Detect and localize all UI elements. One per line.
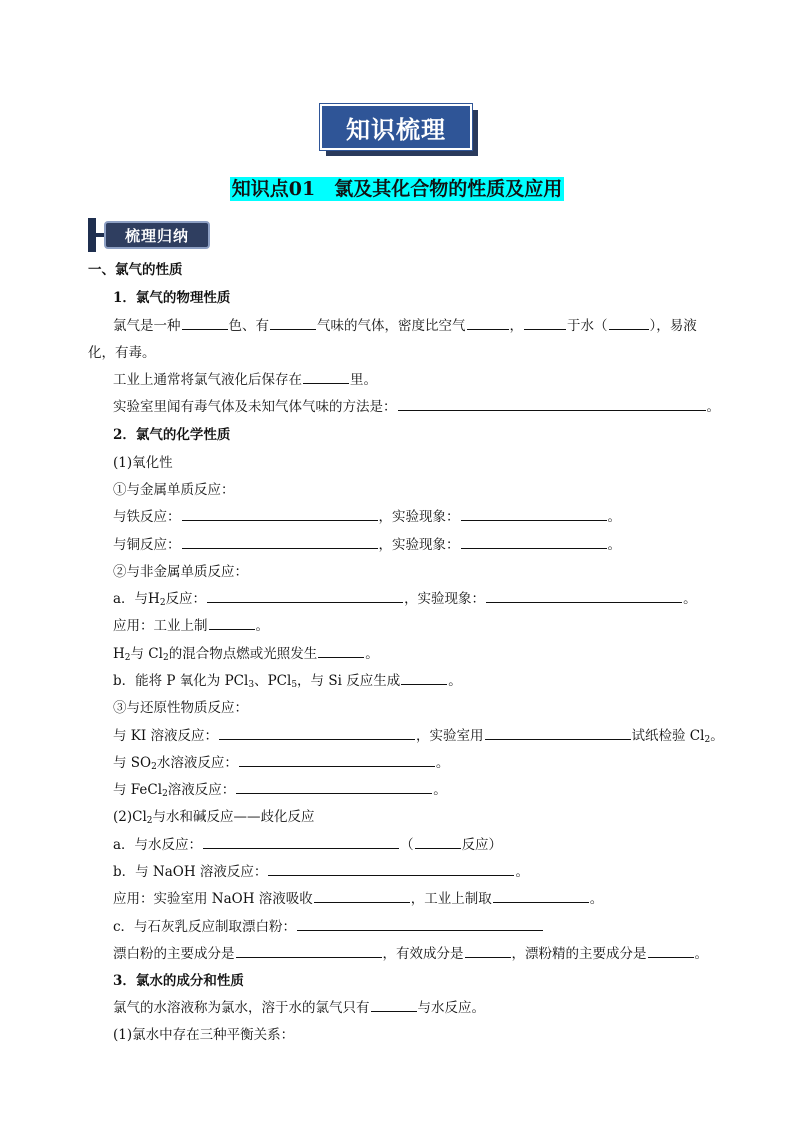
blank[interactable] [236, 945, 382, 958]
blank[interactable] [461, 508, 607, 521]
blank[interactable] [318, 645, 364, 658]
blank[interactable] [461, 536, 607, 549]
water-reaction-line: a．与水反应： （ 反应） [113, 837, 503, 853]
blank[interactable] [270, 317, 316, 330]
paragraph-physical-1-cont: 化，有毒。 [88, 345, 156, 361]
application-line-1: 应用：工业上制 。 [113, 618, 269, 634]
blank[interactable] [465, 945, 511, 958]
blank[interactable] [486, 590, 682, 603]
blank[interactable] [467, 317, 509, 330]
blank[interactable] [268, 863, 514, 876]
lime-reaction-line: c．与石灰乳反应制取漂白粉： [113, 918, 544, 936]
disproportionation-heading: $(2)Cl_2$与水和碱反应——歧化反应 [113, 809, 315, 826]
paragraph-smell-method: 实验室里闻有毒气体及未知气体气味的方法是： 。 [113, 399, 720, 415]
blank[interactable] [485, 727, 631, 740]
blank[interactable] [209, 617, 255, 630]
blank[interactable] [297, 918, 543, 931]
section-badge [88, 218, 210, 252]
paragraph-storage: 工业上通常将氯气液化后保存在 里。 [113, 372, 377, 388]
ki-reaction-line: 与 KI 溶液反应： ，实验室用 试纸检验 $Cl_2$。 [113, 728, 724, 745]
blank[interactable] [398, 398, 706, 411]
fecl2-reaction-line: 与 FeCl$_2$溶液反应： 。 [113, 782, 447, 799]
blank[interactable] [236, 781, 432, 794]
blank[interactable] [182, 317, 228, 330]
paragraph-physical-1: 氯气是一种 色、有 气味的气体，密度比空气 ， 于水（ ），易液 [113, 318, 697, 334]
blank[interactable] [648, 945, 694, 958]
naoh-reaction-line: b．与 NaOH 溶液反应： 。 [113, 864, 529, 880]
badge-label: 梳理归纳 [124, 226, 189, 245]
blank[interactable] [609, 317, 649, 330]
knowledge-point-heading [0, 174, 794, 201]
blank[interactable] [182, 508, 378, 521]
section-heading-1: 一、氯气的性质 [88, 262, 183, 278]
knowledge-point-title: 知识点01 氯及其化合物的性质及应用 [231, 178, 563, 200]
metal-reaction-heading: ①与金属单质反应： [113, 482, 235, 498]
hydrogen-reaction-line: a．与$H_2$反应： ，实验现象： 。 [113, 591, 697, 608]
blank[interactable] [207, 590, 403, 603]
blank[interactable] [303, 371, 349, 384]
bleach-powder-line: 漂白粉的主要成分是 ，有效成分是 ，漂粉精的主要成分是 。 [113, 946, 708, 962]
phosphorus-line: b．能将 P 氧化为 PCl$_3$、PCl$_5$，与 Si 反应生成 。 [113, 673, 462, 690]
blank[interactable] [401, 672, 447, 685]
blank[interactable] [415, 836, 461, 849]
blank[interactable] [371, 999, 417, 1012]
badge-bar-decoration [88, 218, 96, 252]
blank[interactable] [524, 317, 566, 330]
blank[interactable] [203, 836, 399, 849]
blank[interactable] [239, 754, 435, 767]
iron-reaction-line: 与铁反应： ，实验现象： 。 [113, 509, 621, 525]
blank[interactable] [219, 727, 415, 740]
blank[interactable] [182, 536, 378, 549]
chlorine-water-line: 氯气的水溶液称为氯水，溶于水的氯气只有 与水反应。 [113, 1000, 485, 1016]
blank[interactable] [493, 890, 589, 903]
nonmetal-reaction-heading: ②与非金属单质反应： [113, 564, 248, 580]
blank[interactable] [314, 890, 410, 903]
copper-reaction-line: 与铜反应： ，实验现象： 。 [113, 537, 621, 553]
main-title-box [320, 104, 480, 158]
reductant-reaction-heading: ③与还原性物质反应： [113, 700, 248, 716]
mixture-line: $H_2$与 $Cl_2$的混合物点燃或光照发生 。 [113, 646, 379, 663]
subheading-physical: 1．氯气的物理性质 [113, 290, 231, 306]
main-title-panel [320, 104, 472, 150]
subheading-chemical: 2．氯气的化学性质 [113, 427, 231, 443]
equilibrium-heading: (1)氯水中存在三种平衡关系： [113, 1027, 295, 1043]
oxidation-heading: (1)氧化性 [113, 455, 173, 471]
so2-reaction-line: 与 $SO_2$水溶液反应： 。 [113, 755, 450, 772]
main-title: 知识梳理 [346, 115, 446, 144]
badge-label-box [104, 221, 210, 249]
application-line-2: 应用：实验室用 NaOH 溶液吸收 ，工业上制取 。 [113, 891, 604, 907]
subheading-chlorine-water: 3．氯水的成分和性质 [113, 973, 244, 989]
